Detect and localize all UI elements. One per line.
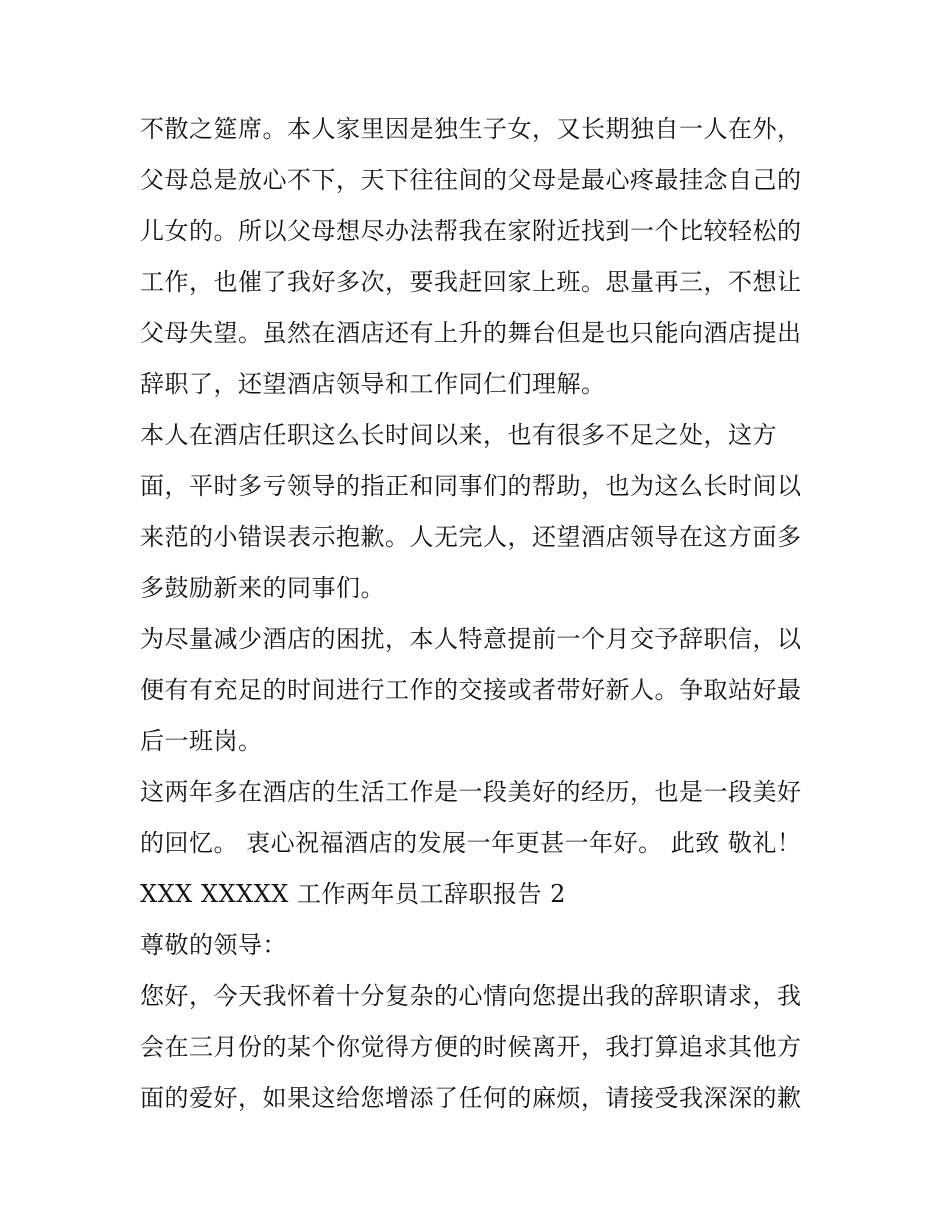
heading-text: XXX XXXXX 工作两年员工辞职报告 2 <box>140 880 566 908</box>
section-heading <box>140 869 820 920</box>
text-line: 会在三月份的某个你觉得方便的时候离开，我打算追求其他方 <box>140 1033 802 1061</box>
text-line: 后一班岗。 <box>140 727 263 755</box>
text-line: 这两年多在酒店的生活工作是一段美好的经历，也是一段美好 <box>140 778 802 806</box>
text-line: 多鼓励新来的同事们。 <box>140 574 385 602</box>
paragraph-closing <box>140 767 820 869</box>
text-line: 面的爱好，如果这给您增添了任何的麻烦，请接受我深深的歉 <box>140 1084 802 1112</box>
text-line: 的回忆。 衷心祝福酒店的发展一年更甚一年好。 此致 敬礼！ <box>140 829 802 857</box>
text-line: 便有有充足的时间进行工作的交接或者带好新人。争取站好最 <box>140 676 802 704</box>
paragraph-apology <box>140 410 820 614</box>
text-line: 为尽量减少酒店的困扰，本人特意提前一个月交予辞职信，以 <box>140 625 802 653</box>
paragraph-family-reason <box>140 104 820 410</box>
text-line: 本人在酒店任职这么长时间以来，也有很多不足之处，这方 <box>140 421 777 449</box>
text-line: 您好，今天我怀着十分复杂的心情向您提出我的辞职请求，我 <box>140 982 802 1010</box>
paragraph-notice <box>140 614 820 767</box>
paragraph-request <box>140 971 820 1124</box>
text-line: 父母总是放心不下，天下往往间的父母是最心疼最挂念自己的 <box>140 166 802 194</box>
text-line: 来范的小错误表示抱歉。人无完人，还望酒店领导在这方面多 <box>140 523 802 551</box>
text-line: 不散之筵席。本人家里因是独生子女，又长期独自一人在外， <box>140 115 802 143</box>
document-body <box>140 104 820 1124</box>
salutation-text: 尊敬的领导： <box>140 931 287 959</box>
text-line: 辞职了，还望酒店领导和工作同仁们理解。 <box>140 370 606 398</box>
text-line: 工作，也催了我好多次，要我赶回家上班。思量再三，不想让 <box>140 268 802 296</box>
text-line: 父母失望。虽然在酒店还有上升的舞台但是也只能向酒店提出 <box>140 319 802 347</box>
text-line: 面，平时多亏领导的指正和同事们的帮助，也为这么长时间以 <box>140 472 802 500</box>
text-line: 儿女的。所以父母想尽办法帮我在家附近找到一个比较轻松的 <box>140 217 802 245</box>
salutation <box>140 920 820 971</box>
